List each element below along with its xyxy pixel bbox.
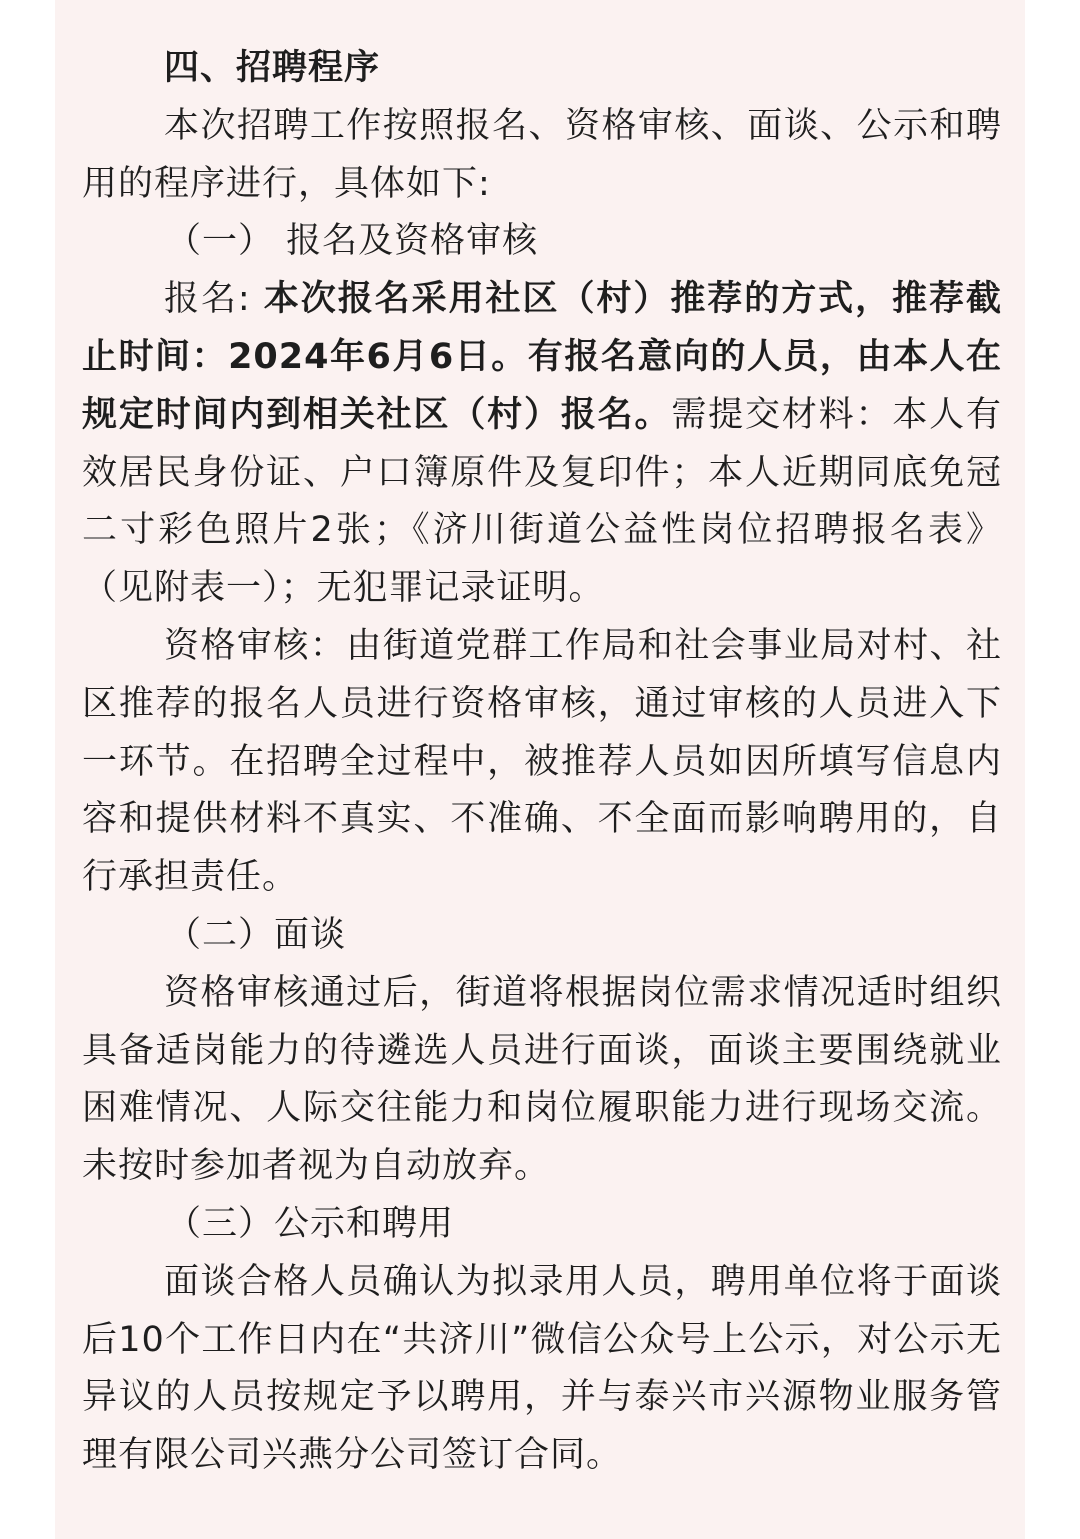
- subsection-heading-registration: （一） 报名及资格审核: [166, 221, 539, 262]
- publicity-paragraph: 面谈合格人员确认为拟录用人员，聘用单位将于面谈后10个工作日内在“共济川”微信公众号上公示，对公示无异议的人员按规定予以聘用，并与泰兴市兴源物业服务管理有限公司兴燕分公司签订合同。: [82, 1261, 1002, 1476]
- registration-label: 报名:: [164, 279, 264, 320]
- registration-materials-text: 需提交材料：本人有效居民身份证、户口簿原件及复印件；本人近期同底免冠二寸彩色照片2张；《济川街道公益性岗位招聘报名表》（见附表一）；无犯罪记录证明。: [82, 394, 1002, 609]
- article-body: [82, 40, 1002, 1485]
- subsection-heading-interview: （二）面谈: [166, 914, 347, 955]
- subsection-heading-publicity: （三）公示和聘用: [166, 1203, 455, 1244]
- registration-bold-text: 本次报名采用社区（村）推荐的方式，推荐截止时间：2024年6月6日。有报名意向的人员，由本人在规定时间内到相关社区（村）报名。: [82, 279, 1002, 435]
- section-heading: 四、招聘程序: [164, 48, 381, 88]
- qualification-review-paragraph: 资格审核：由街道党群工作局和社会事业局对村、社区推荐的报名人员进行资格审核，通过审核的人员进入下一环节。在招聘全过程中，被推荐人员如因所填写信息内容和提供材料不真实、不准确、不全面而影响聘用的，自行承担责任。: [82, 625, 1002, 898]
- intro-paragraph: 本次招聘工作按照报名、资格审核、面谈、公示和聘用的程序进行，具体如下:: [82, 105, 1002, 204]
- interview-paragraph: 资格审核通过后，街道将根据岗位需求情况适时组织具备适岗能力的待遴选人员进行面谈，面谈主要围绕就业困难情况、人际交往能力和岗位履职能力进行现场交流。未按时参加者视为自动放弃。: [82, 972, 1002, 1187]
- registration-paragraph: [82, 271, 1002, 618]
